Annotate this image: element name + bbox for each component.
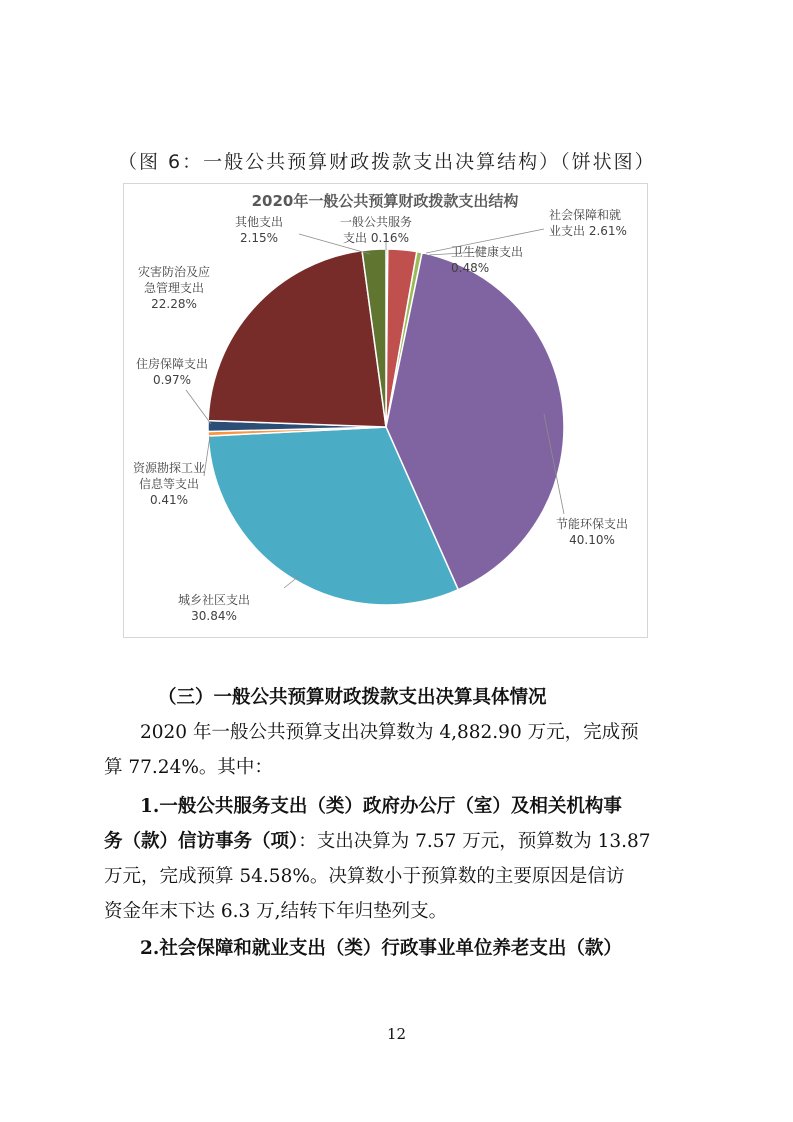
slice-label: 城乡社区支出 30.84%	[177, 593, 251, 623]
item1-body-line-1: 万元，完成预算 54.58%。决算数小于预算数的主要原因是信访	[104, 866, 625, 887]
item1-title-line-2: 务（款）信访事务（项）	[104, 831, 299, 852]
page-number: 12	[386, 1025, 407, 1043]
item1-title-line-1: 1.一般公共服务支出（类）政府办公厅（室）及相关机构事	[140, 796, 622, 817]
slice-label: 灾害防治及应急管理支出 22.28%	[137, 265, 211, 311]
slice-label: 住房保障支出 0.97%	[135, 357, 209, 387]
slice-label: 卫生健康支出 0.48%	[451, 245, 524, 275]
pie-slice	[208, 251, 386, 427]
slice-label: 一般公共服务支出 0.16%	[339, 215, 413, 245]
chart-title: 2020年一般公共预算财政拨款支出结构	[251, 192, 519, 210]
intro-line-2: 算 77.24%。其中：	[104, 757, 273, 778]
figure-caption: （图 6：一般公共预算财政拨款支出决算结构）（饼状图）	[118, 151, 656, 173]
slice-label: 资源勘探工业信息等支出 0.41%	[132, 461, 206, 507]
item1-line-2	[104, 824, 694, 859]
slice-label: 其他支出 2.15%	[234, 215, 284, 245]
item1-body-first: ：支出决算为 7.57 万元，预算数为 13.87	[298, 831, 651, 852]
item1-body-line-2: 资金年末下达 6.3 万,结转下年归垫列支。	[104, 901, 448, 922]
slice-label: 节能环保支出 40.10%	[555, 517, 629, 547]
pie-chart-svg	[124, 184, 647, 637]
pie-chart	[123, 183, 648, 638]
intro-line-1: 2020 年一般公共预算支出决算数为 4,882.90 万元，完成预	[140, 722, 639, 743]
slice-label: 社会保障和就业支出 2.61%	[549, 208, 627, 238]
item2-title: 2.社会保障和就业支出（类）行政事业单位养老支出（款）	[140, 938, 622, 959]
section-heading: （三）一般公共预算财政拨款支出决算具体情况	[158, 687, 547, 708]
leader-line	[186, 390, 211, 424]
